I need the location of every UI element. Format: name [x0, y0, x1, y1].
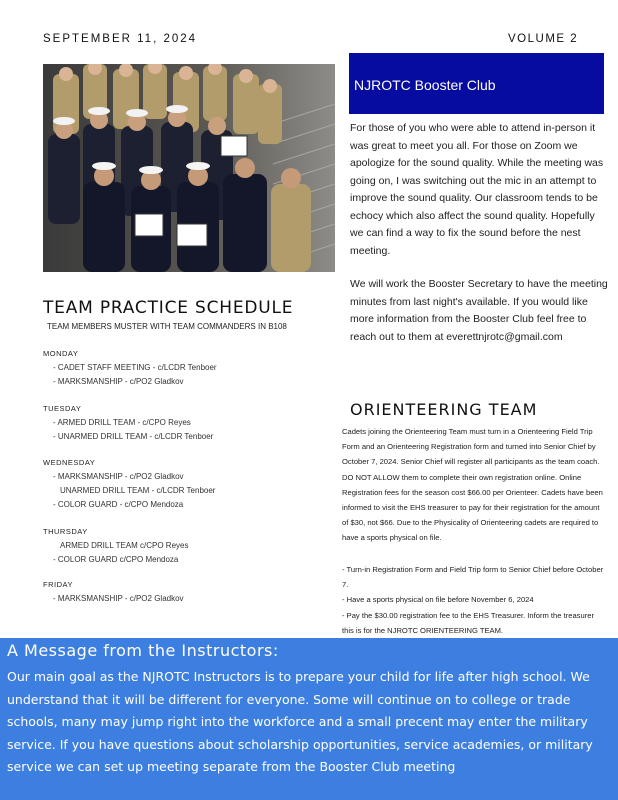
schedule-item: - ARMED DRILL TEAM - c/CPO Reyes — [53, 418, 191, 427]
schedule-item: UNARMED DRILL TEAM - c/LCDR Tenboer — [60, 486, 216, 495]
instructors-message-body: Our main goal as the NJROTC Instructors is to prepare your child for life after high school. We understand that it will be different for everyone. Some will continue on to college or trade schools, many may jump right into the workforce and a small precent may enter the military service. If you have questions about scholarship opportunities, service academies, or military service we can set up meeting separate from the Booster Club meeting — [7, 669, 593, 774]
day-tuesday: TUESDAY — [43, 404, 82, 413]
booster-paragraph-1: For those of you who were able to attend in-person it was great to meet you all. For those on Zoom we apologize for the sound quality. While the meeting was going on, I was switching out the mic in an attempt to improve the sound quality. Our classroom tends to be echocy which also affect the sound quality. Hopefully we can find a way to fix the sound before the nest meeting. — [350, 122, 604, 257]
practice-schedule-subtitle: TEAM MEMBERS MUSTER WITH TEAM COMMANDERS IN B108 — [47, 322, 287, 331]
schedule-item: - UNARMED DRILL TEAM - c/LCDR Tenboer — [53, 432, 214, 441]
orienteering-checklist — [342, 562, 604, 638]
day-thursday: THURSDAY — [43, 527, 88, 536]
day-wednesday: WEDNESDAY — [43, 458, 96, 467]
schedule-item: - CADET STAFF MEETING - c/LCDR Tenboer — [53, 363, 217, 372]
orienteering-item: - Pay the $30.00 registration fee to the EHS Treasurer. Inform the treasurer this is for the NJROTC ORIENTEERING TEAM. — [342, 610, 594, 635]
newsletter-volume: VOLUME 2 — [508, 33, 579, 45]
newsletter-date: SEPTEMBER 11, 2024 — [43, 33, 198, 45]
day-friday: FRIDAY — [43, 580, 73, 589]
practice-schedule-title: TEAM PRACTICE SCHEDULE — [43, 298, 294, 318]
schedule-item: - MARKSMANSHIP - c/PO2 Gladkov — [53, 377, 184, 386]
orienteering-item: - Have a sports physical on file before November 6, 2024 — [342, 595, 534, 605]
orienteering-body — [342, 424, 604, 546]
schedule-item: - MARKSMANSHIP - c/PO2 Gladkov — [53, 594, 184, 603]
booster-club-title: NJROTC Booster Club — [354, 77, 496, 93]
schedule-item: - COLOR GUARD c/CPO Mendoza — [53, 555, 179, 564]
schedule-item: ARMED DRILL TEAM c/CPO Reyes — [60, 541, 189, 550]
instructors-message-title: A Message from the Instructors: — [7, 641, 279, 660]
orienteering-paragraph: Cadets joining the Orienteering Team must turn in a Orienteering Field Trip Form and an Orienteering Registration form and turned into Senior Chief by October 7, 2024. Senior Chief will register all participants as the team coach. DO NOT ALLOW them to complete their own registration online. Online Registration fees for the season cost $66.00 per Orienteer. Cadets have been informed to visit the EHS treasurer to pay for their registration for the amount of $30, not $66. Due to the Physicality of Orienteering cadets are required to have a sports physical on file. — [342, 427, 603, 543]
booster-paragraph-2: We will work the Booster Secretary to have the meeting minutes from last night's available. If you would like more information from the Booster Club feel free to reach out to them at everettnjrotc@gmail.com — [350, 278, 608, 343]
day-monday: MONDAY — [43, 349, 79, 358]
booster-club-body — [350, 120, 608, 362]
group-photo-cadets-icon — [43, 64, 335, 272]
orienteering-title: ORIENTEERING TEAM — [350, 400, 538, 419]
orienteering-item: - Turn-in Registration Form and Field Trip form to Senior Chief before October 7. — [342, 565, 604, 590]
schedule-item: - COLOR GUARD - c/CPO Mendoza — [53, 500, 184, 509]
schedule-item: - MARKSMANSHIP - c/PO2 Gladkov — [53, 472, 184, 481]
